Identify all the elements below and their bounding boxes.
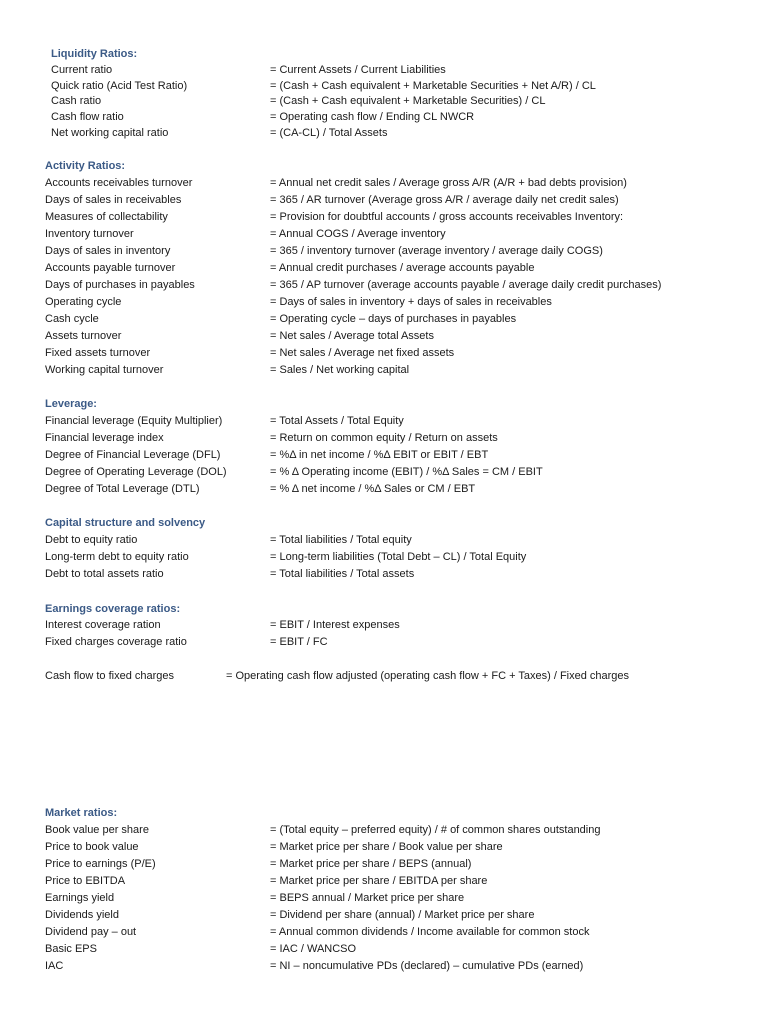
ratio-name: IAC (45, 960, 64, 972)
ratio-name: Price to book value (45, 841, 139, 853)
section-title-capital-structure: Capital structure and solvency (45, 517, 206, 529)
ratio-name: Working capital turnover (45, 364, 164, 376)
ratio-name: Days of sales in receivables (45, 194, 182, 206)
ratio-name: Interest coverage ration (45, 619, 161, 631)
ratio-formula: = Annual net credit sales / Average gross A/R (A/R + bad debts provision) (270, 177, 627, 189)
ratio-name: Price to EBITDA (45, 875, 126, 887)
ratio-formula: = EBIT / Interest expenses (270, 619, 400, 631)
ratio-name: Fixed assets turnover (45, 347, 151, 359)
ratio-name: Net working capital ratio (51, 127, 169, 139)
ratio-formula: = Current Assets / Current Liabilities (270, 64, 446, 76)
ratio-formula: = Net sales / Average net fixed assets (270, 347, 455, 359)
ratio-formula: = % Δ net income / %Δ Sales or CM / EBT (270, 483, 476, 495)
ratio-name: Earnings yield (45, 892, 115, 904)
ratio-name: Dividend pay – out (45, 926, 137, 938)
ratio-name: Inventory turnover (45, 228, 134, 240)
ratio-formula: = Market price per share / BEPS (annual) (270, 858, 472, 870)
ratio-formula: = Dividend per share (annual) / Market price per share (270, 909, 535, 921)
ratio-name: Cash flow ratio (51, 111, 124, 123)
ratio-formula: = Long-term liabilities (Total Debt – CL) / Total Equity (270, 551, 527, 563)
ratio-name: Debt to equity ratio (45, 534, 138, 546)
ratio-formula: = % Δ Operating income (EBIT) / %Δ Sales = CM / EBIT (270, 466, 543, 478)
ratio-formula: = Total Assets / Total Equity (270, 415, 404, 427)
section-title-market-ratios: Market ratios: (45, 807, 118, 819)
ratio-name: Long-term debt to equity ratio (45, 551, 189, 563)
ratio-formula: = Total liabilities / Total assets (270, 568, 415, 580)
ratio-name: Dividends yield (45, 909, 119, 921)
ratio-name: Degree of Total Leverage (DTL) (45, 483, 200, 495)
ratio-formula: = (Cash + Cash equivalent + Marketable Securities + Net A/R) / CL (270, 80, 596, 92)
ratio-name: Fixed charges coverage ratio (45, 636, 187, 648)
ratio-formula: = Operating cash flow adjusted (operating cash flow + FC + Taxes) / Fixed charges (226, 670, 630, 682)
ratio-name: Debt to total assets ratio (45, 568, 164, 580)
ratio-name: Current ratio (51, 64, 113, 76)
ratio-formula: = Provision for doubtful accounts / gross accounts receivables Inventory: (270, 211, 624, 223)
ratio-formula: = IAC / WANCSO (270, 943, 357, 955)
ratio-name: Degree of Financial Leverage (DFL) (45, 449, 221, 461)
section-title-earnings-coverage: Earnings coverage ratios: (45, 603, 181, 615)
ratio-formula: = Market price per share / Book value per share (270, 841, 503, 853)
ratio-formula: = EBIT / FC (270, 636, 328, 648)
ratio-formula: = Operating cycle – days of purchases in payables (270, 313, 517, 325)
section-title-liquidity: Liquidity Ratios: (51, 48, 138, 60)
ratio-formula: = 365 / inventory turnover (average inventory / average daily COGS) (270, 245, 603, 257)
ratio-name: Days of sales in inventory (45, 245, 171, 257)
ratio-name: Price to earnings (P/E) (45, 858, 156, 870)
ratio-formula: = Net sales / Average total Assets (270, 330, 434, 342)
section-title-leverage: Leverage: (45, 398, 97, 410)
ratio-name: Book value per share (45, 824, 149, 836)
ratio-formula: = 365 / AR turnover (Average gross A/R / average daily net credit sales) (270, 194, 619, 206)
ratio-name: Cash cycle (45, 313, 99, 325)
ratio-formula: = Sales / Net working capital (270, 364, 410, 376)
ratio-formula: = Annual COGS / Average inventory (270, 228, 446, 240)
ratio-name: Basic EPS (45, 943, 97, 955)
ratio-formula: = 365 / AP turnover (average accounts payable / average daily credit purchases) (270, 279, 662, 291)
ratio-formula: = (Cash + Cash equivalent + Marketable Securities) / CL (270, 95, 546, 107)
ratio-name: Cash ratio (51, 95, 102, 107)
ratio-name: Degree of Operating Leverage (DOL) (45, 466, 227, 478)
ratio-formula: = Market price per share / EBITDA per share (270, 875, 488, 887)
ratio-name: Operating cycle (45, 296, 122, 308)
ratio-formula: = BEPS annual / Market price per share (270, 892, 465, 904)
ratio-name: Days of purchases in payables (45, 279, 195, 291)
ratio-formula: = Operating cash flow / Ending CL NWCR (270, 111, 475, 123)
ratio-formula: = %Δ in net income / %Δ EBIT or EBIT / EBT (270, 449, 489, 461)
ratio-name: Financial leverage index (45, 432, 164, 444)
section-title-activity: Activity Ratios: (45, 160, 126, 172)
ratio-formula: = Total liabilities / Total equity (270, 534, 412, 546)
ratio-name: Quick ratio (Acid Test Ratio) (51, 80, 188, 92)
ratio-formula: = Return on common equity / Return on assets (270, 432, 498, 444)
ratio-formula: = Annual credit purchases / average accounts payable (270, 262, 535, 274)
ratio-formula: = (Total equity – preferred equity) / # of common shares outstanding (270, 824, 601, 836)
ratio-name: Cash flow to fixed charges (45, 670, 175, 682)
ratio-name: Accounts receivables turnover (45, 177, 193, 189)
ratio-name: Assets turnover (45, 330, 122, 342)
ratio-name: Measures of collectability (45, 211, 168, 223)
ratio-name: Accounts payable turnover (45, 262, 176, 274)
ratio-formula: = Annual common dividends / Income available for common stock (270, 926, 590, 938)
ratio-formula: = NI – noncumulative PDs (declared) – cumulative PDs (earned) (270, 960, 584, 972)
ratio-formula: = (CA-CL) / Total Assets (270, 127, 388, 139)
ratio-formula: = Days of sales in inventory + days of sales in receivables (270, 296, 552, 308)
ratio-name: Financial leverage (Equity Multiplier) (45, 415, 223, 427)
